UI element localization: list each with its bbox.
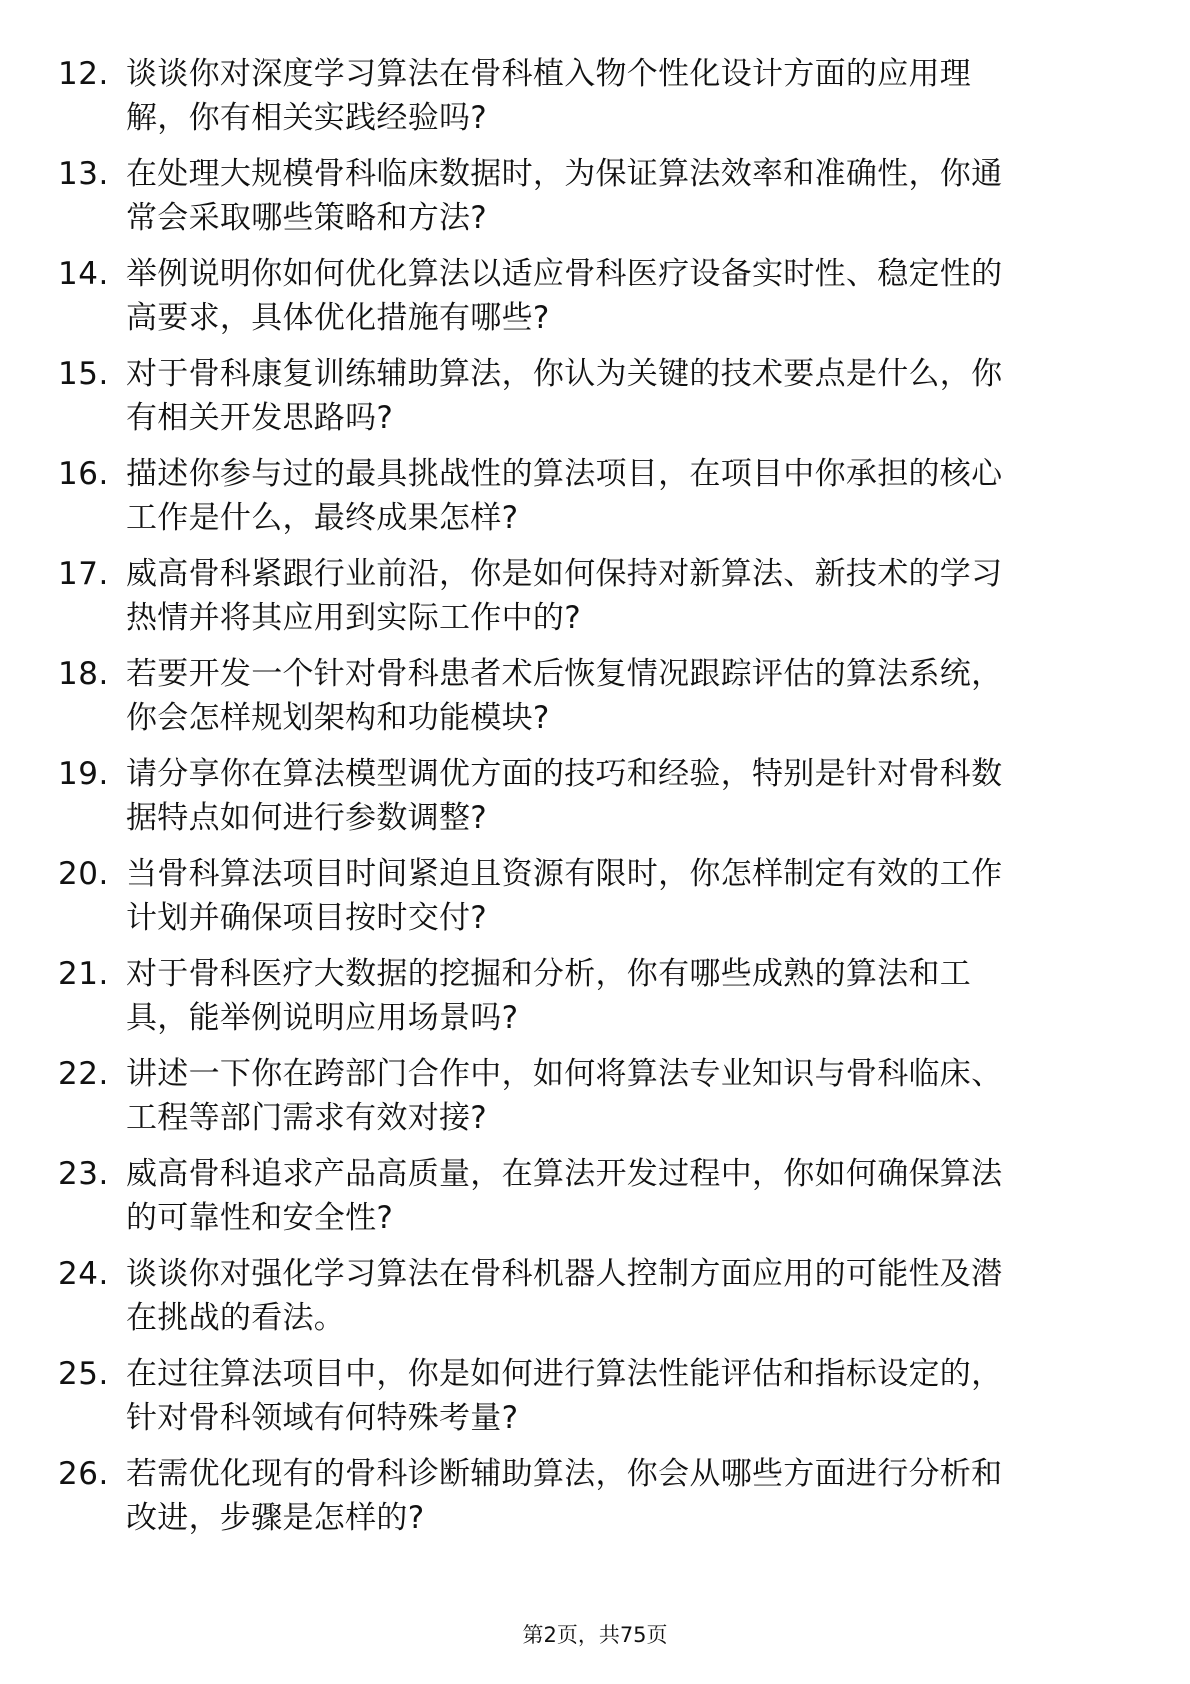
question-text-line: 举例说明你如何优化算法以适应骨科医疗设备实时性、稳定性的: [126, 256, 1003, 292]
question-item: [58, 152, 1138, 252]
question-item: [58, 652, 1138, 752]
question-text: [126, 352, 1138, 440]
question-text: [126, 1452, 1138, 1540]
question-text: [126, 1152, 1138, 1240]
question-text-line: 对于骨科康复训练辅助算法，你认为关键的技术要点是什么，你: [126, 356, 1003, 392]
question-text-line: 对于骨科医疗大数据的挖掘和分析，你有哪些成熟的算法和工: [126, 956, 972, 992]
question-text: [126, 752, 1138, 840]
question-text: [126, 1052, 1138, 1140]
question-text: [126, 652, 1138, 740]
question-text-line: 的可靠性和安全性?: [126, 1200, 394, 1236]
question-number: 19.: [58, 756, 109, 792]
question-number: 12.: [58, 56, 109, 92]
question-text-line: 谈谈你对深度学习算法在骨科植入物个性化设计方面的应用理: [126, 56, 972, 92]
question-text: [126, 152, 1138, 240]
question-text: [126, 252, 1138, 340]
question-text: [126, 852, 1138, 940]
question-text-line: 计划并确保项目按时交付?: [126, 900, 488, 936]
question-text-line: 若需优化现有的骨科诊断辅助算法，你会从哪些方面进行分析和: [126, 1456, 1003, 1492]
question-item: [58, 1152, 1138, 1252]
question-text-line: 你会怎样规划架构和功能模块?: [126, 700, 550, 736]
question-text-line: 当骨科算法项目时间紧迫且资源有限时，你怎样制定有效的工作: [126, 856, 1003, 892]
question-text: [126, 552, 1138, 640]
question-item: [58, 452, 1138, 552]
question-text: [126, 1252, 1138, 1340]
question-text: [126, 952, 1138, 1040]
question-text-line: 在挑战的看法。: [126, 1300, 346, 1336]
question-number: 24.: [58, 1256, 109, 1292]
question-number: 22.: [58, 1056, 109, 1092]
question-number: 17.: [58, 556, 109, 592]
page-footer: 第2页，共75页: [522, 1623, 668, 1647]
question-number: 15.: [58, 356, 109, 392]
question-text-line: 工作是什么，最终成果怎样?: [126, 500, 519, 536]
question-text: [126, 52, 1138, 140]
question-item: [58, 952, 1138, 1052]
question-item: [58, 252, 1138, 352]
question-list: [58, 52, 1138, 1552]
question-number: 14.: [58, 256, 109, 292]
question-text: [126, 452, 1138, 540]
question-number: 21.: [58, 956, 109, 992]
question-text-line: 讲述一下你在跨部门合作中，如何将算法专业知识与骨科临床、: [126, 1056, 1003, 1092]
question-text-line: 据特点如何进行参数调整?: [126, 800, 488, 836]
question-text-line: 威高骨科追求产品高质量，在算法开发过程中，你如何确保算法: [126, 1156, 1003, 1192]
question-item: [58, 1252, 1138, 1352]
question-item: [58, 552, 1138, 652]
question-text-line: 常会采取哪些策略和方法?: [126, 200, 488, 236]
question-item: [58, 752, 1138, 852]
question-item: [58, 852, 1138, 952]
question-text-line: 谈谈你对强化学习算法在骨科机器人控制方面应用的可能性及潜: [126, 1256, 1003, 1292]
question-text-line: 请分享你在算法模型调优方面的技巧和经验，特别是针对骨科数: [126, 756, 1003, 792]
question-text-line: 工程等部门需求有效对接?: [126, 1100, 488, 1136]
question-text-line: 具，能举例说明应用场景吗?: [126, 1000, 519, 1036]
question-text-line: 在处理大规模骨科临床数据时，为保证算法效率和准确性，你通: [126, 156, 1003, 192]
question-text-line: 描述你参与过的最具挑战性的算法项目，在项目中你承担的核心: [126, 456, 1003, 492]
question-text-line: 解，你有相关实践经验吗?: [126, 100, 488, 136]
question-text-line: 威高骨科紧跟行业前沿，你是如何保持对新算法、新技术的学习: [126, 556, 1003, 592]
question-text-line: 针对骨科领域有何特殊考量?: [126, 1400, 519, 1436]
question-text-line: 改进，步骤是怎样的?: [126, 1500, 425, 1536]
question-number: 13.: [58, 156, 109, 192]
question-item: [58, 352, 1138, 452]
question-text-line: 在过往算法项目中，你是如何进行算法性能评估和指标设定的，: [126, 1356, 1003, 1392]
question-text-line: 若要开发一个针对骨科患者术后恢复情况跟踪评估的算法系统，: [126, 656, 1003, 692]
question-number: 23.: [58, 1156, 109, 1192]
question-number: 16.: [58, 456, 109, 492]
question-number: 20.: [58, 856, 109, 892]
question-text-line: 热情并将其应用到实际工作中的?: [126, 600, 581, 636]
question-number: 26.: [58, 1456, 109, 1492]
question-number: 18.: [58, 656, 109, 692]
question-item: [58, 52, 1138, 152]
question-text: [126, 1352, 1138, 1440]
question-text-line: 高要求，具体优化措施有哪些?: [126, 300, 550, 336]
question-text-line: 有相关开发思路吗?: [126, 400, 394, 436]
question-item: [58, 1052, 1138, 1152]
question-number: 25.: [58, 1356, 109, 1392]
question-item: [58, 1452, 1138, 1552]
question-item: [58, 1352, 1138, 1452]
